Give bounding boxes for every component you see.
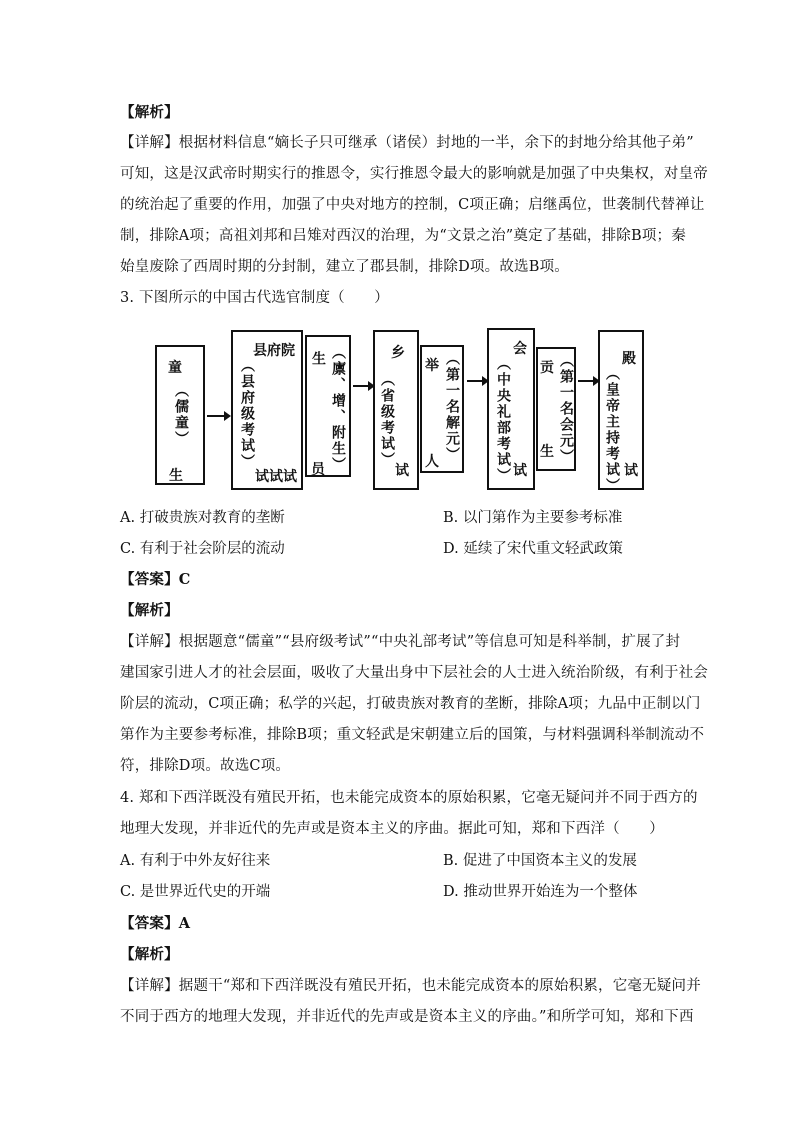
- q3-analysis-label: 【解析】: [120, 602, 179, 619]
- box-county-col: （县府级考试）: [239, 358, 255, 470]
- flow-arrow: [207, 415, 225, 417]
- box-county-exam: [231, 330, 303, 490]
- box-gongsheng: [536, 347, 576, 471]
- box-metro-col: （中央礼部考试）: [495, 356, 511, 484]
- box-juren-bottom: 人: [425, 454, 439, 470]
- box-juren-col: （第一名解元）: [444, 351, 460, 463]
- box-shengyuan: [305, 335, 351, 477]
- box-county-top: 县府院: [253, 343, 295, 359]
- q3-option-d: D. 延续了宋代重文轻武政策: [443, 541, 623, 557]
- q3-option-a: A. 打破贵族对教育的垄断: [120, 510, 285, 526]
- exam-flow-diagram: [155, 325, 655, 495]
- box-shengyuan-col1: 生: [310, 351, 326, 367]
- box-tongsheng: [155, 345, 205, 485]
- box-palace-col: （皇帝主持考试）: [604, 366, 620, 494]
- flow-arrow: [578, 380, 594, 382]
- box-juren-top: 举: [425, 358, 439, 374]
- box-shengyuan-bottom: 员: [311, 462, 325, 478]
- q3-detail-line: 阶层的流动，C项正确；私学的兴起，打破贵族对教育的垄断，排除A项；九品中正制以门: [120, 696, 701, 712]
- box-provincial-bottom: 试: [395, 463, 409, 479]
- q3-option-c: C. 有利于社会阶层的流动: [120, 541, 285, 557]
- box-gongsheng-bottom: 生: [540, 444, 554, 460]
- q3-detail-line: 第作为主要参考标准，排除B项；重文轻武是宋朝建立后的国策，与材料强调科举制流动不: [120, 727, 705, 743]
- box-county-bottom: 试试试: [255, 469, 297, 485]
- q4-question-line: 4. 郑和下西洋既没有殖民开拓，也未能完成资本的原始积累，它毫无疑问并不同于西方的: [120, 790, 698, 806]
- box-palace-bottom: 试: [624, 463, 638, 479]
- q4-option-b: B. 促进了中国资本主义的发展: [443, 853, 637, 869]
- box-tongsheng-bottom: 生: [169, 468, 183, 484]
- q2-detail-line: 可知，这是汉武帝时期实行的推恩令，实行推恩令最大的影响就是加强了中央集权，对皇帝: [120, 166, 708, 182]
- box-metro-top: 会: [513, 341, 527, 357]
- q2-detail-line: 【详解】根据材料信息“嫡长子只可继承（诸侯）封地的一半，余下的封地分给其他子弟”: [120, 135, 694, 151]
- box-palace-exam: [598, 330, 644, 494]
- q4-detail-line: 不同于西方的地理大发现，并非近代的先声或是资本主义的序曲。”和所学可知，郑和下西: [120, 1009, 694, 1025]
- q4-option-c: C. 是世界近代史的开端: [120, 884, 271, 900]
- q4-option-d: D. 推动世界开始连为一个整体: [443, 884, 638, 900]
- q4-analysis-label: 【解析】: [120, 946, 179, 963]
- q3-answer: 【答案】C: [120, 571, 191, 588]
- q3-detail-line: 建国家引进人才的社会层面，吸收了大量出身中下层社会的人士进入统治阶级，有利于社会: [120, 665, 708, 681]
- q2-detail-line: 始皇废除了西周时期的分封制，建立了郡县制，排除D项。故选B项。: [120, 259, 569, 275]
- box-tongsheng-top: 童: [168, 360, 182, 376]
- q3-question: 3. 下图所示的中国古代选官制度（ ）: [120, 290, 389, 306]
- q2-detail-line: 的统治起了重要的作用，加强了中央对地方的控制，C项正确；启继禹位，世袭制代替禅让: [120, 197, 705, 213]
- q4-question-line: 地理大发现，并非近代的先声或是资本主义的序曲。据此可知，郑和下西洋（ ）: [120, 821, 664, 837]
- flow-arrow: [467, 380, 483, 382]
- box-juren: [420, 345, 464, 473]
- box-gongsheng-top: 贡: [540, 360, 554, 376]
- q3-option-b: B. 以门第作为主要参考标准: [443, 510, 623, 526]
- box-provincial-col: （省级考试）: [379, 372, 395, 468]
- box-provincial-top: 乡: [391, 345, 405, 361]
- box-palace-top: 殿: [622, 351, 636, 367]
- q2-analysis-label: 【解析】: [120, 104, 179, 121]
- box-metro-bottom: 试: [513, 463, 527, 479]
- q3-detail-line: 【详解】根据题意“儒童”“县府级考试”“中央礼部考试”等信息可知是科举制，扩展了封: [120, 634, 681, 650]
- q2-detail-line: 制，排除A项；高祖刘邦和吕雉对西汉的治理，为“文景之治”奠定了基础，排除B项；秦: [120, 228, 686, 244]
- q4-option-a: A. 有利于中外友好往来: [120, 853, 271, 869]
- box-provincial-exam: [373, 330, 419, 490]
- q4-answer: 【答案】A: [120, 915, 191, 932]
- box-gongsheng-col: （第一名会元）: [558, 353, 574, 465]
- flow-arrow: [353, 385, 369, 387]
- box-shengyuan-col2: （廪、增、附生）: [330, 345, 346, 473]
- q3-detail-line: 符，排除D项。故选C项。: [120, 758, 291, 774]
- box-tongsheng-paren: （儒童）: [173, 383, 189, 447]
- q4-detail-line: 【详解】据题干“郑和下西洋既没有殖民开拓，也未能完成资本的原始积累，它毫无疑问并: [120, 978, 701, 994]
- box-metropolitan-exam: [487, 328, 535, 490]
